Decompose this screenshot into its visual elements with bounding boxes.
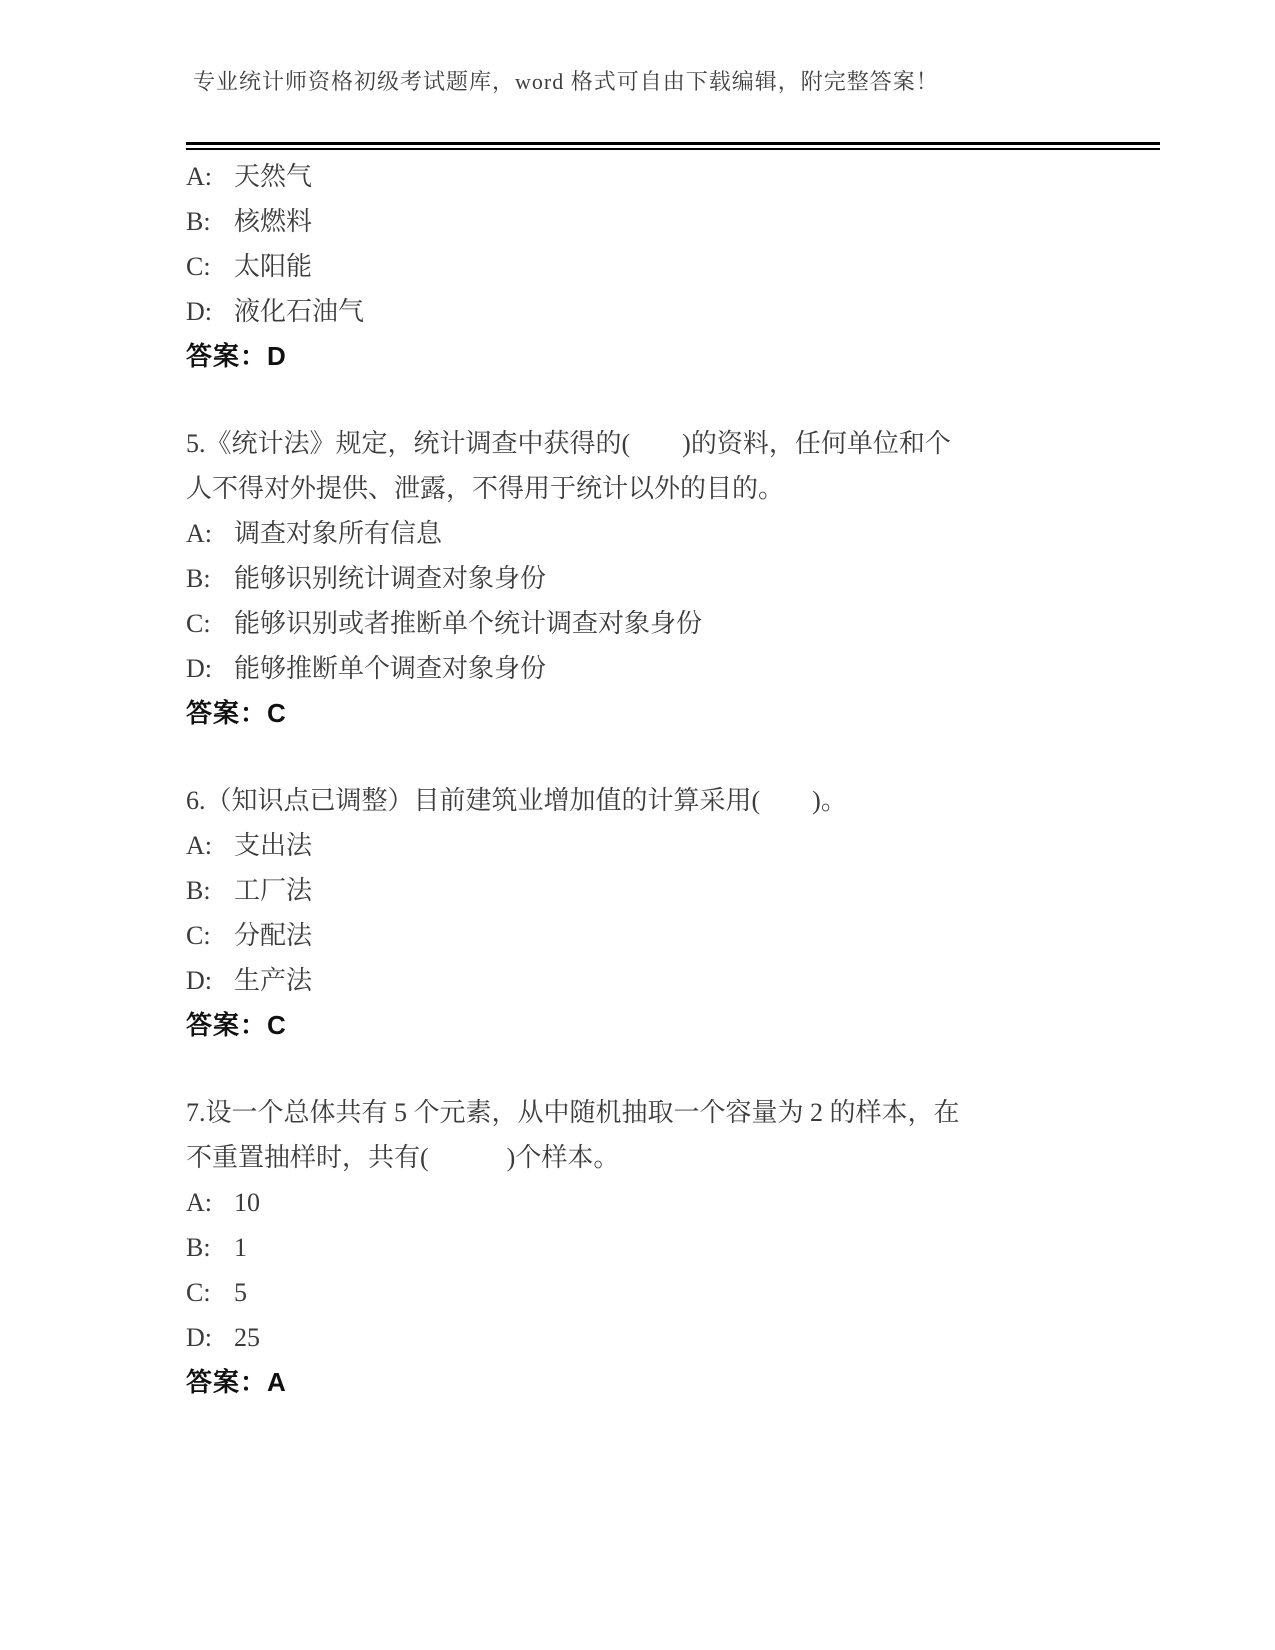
option-text: 25	[234, 1323, 260, 1352]
option-text: 1	[234, 1233, 247, 1262]
option-row	[186, 511, 1091, 556]
option-label: B:	[186, 1233, 211, 1262]
option-text: 调查对象所有信息	[234, 519, 443, 548]
header-title: 专业统计师资格初级考试题库，word 格式可自由下载编辑，附完整答案！	[193, 69, 939, 94]
question-text-line: 6.（知识点已调整）目前建筑业增加值的计算采用( )。	[186, 786, 847, 815]
option-row	[186, 1315, 1091, 1360]
question-text-line: 7.设一个总体共有 5 个元素，从中随机抽取一个容量为 2 的样本，在	[186, 1098, 960, 1127]
page-header	[0, 0, 1275, 96]
option-text: 能够识别或者推断单个统计调查对象身份	[234, 609, 703, 638]
option-row	[186, 601, 1091, 646]
option-text: 10	[234, 1188, 260, 1217]
option-row	[186, 913, 1091, 958]
option-row	[186, 199, 1091, 244]
option-label: C:	[186, 609, 211, 638]
option-label: A:	[186, 831, 212, 860]
option-label: A:	[186, 162, 212, 191]
question-text-line: 人不得对外提供、泄露，不得用于统计以外的目的。	[186, 474, 785, 503]
option-label: D:	[186, 1323, 212, 1352]
option-row	[186, 289, 1091, 334]
option-text: 工厂法	[234, 876, 313, 905]
answer-line: 答案：C	[186, 1010, 287, 1040]
option-label: D:	[186, 966, 212, 995]
option-text: 分配法	[234, 921, 313, 950]
option-label: D:	[186, 297, 212, 326]
option-row	[186, 1225, 1091, 1270]
option-text: 天然气	[234, 162, 313, 191]
option-row	[186, 958, 1091, 1003]
option-row	[186, 1270, 1091, 1315]
question-text-line: 5.《统计法》规定，统计调查中获得的( )的资料，任何单位和个	[186, 429, 951, 458]
option-label: B:	[186, 207, 211, 236]
option-label: B:	[186, 564, 211, 593]
answer-line: 答案：A	[186, 1367, 287, 1397]
header-double-rule	[186, 142, 1160, 150]
option-label: C:	[186, 921, 211, 950]
question-block-7	[186, 1090, 1091, 1405]
option-text: 液化石油气	[234, 297, 365, 326]
option-label: C:	[186, 1278, 211, 1307]
option-label: B:	[186, 876, 211, 905]
answer-line: 答案：D	[186, 341, 287, 371]
option-label: C:	[186, 252, 211, 281]
option-text: 5	[234, 1278, 247, 1307]
option-label: A:	[186, 519, 212, 548]
option-text: 支出法	[234, 831, 313, 860]
questions-content	[186, 154, 1091, 1405]
option-label: D:	[186, 654, 212, 683]
option-row	[186, 868, 1091, 913]
question-block-4-partial	[186, 154, 1091, 379]
option-label: A:	[186, 1188, 212, 1217]
option-text: 核燃料	[234, 207, 313, 236]
question-block-5	[186, 421, 1091, 736]
option-row	[186, 556, 1091, 601]
option-row	[186, 646, 1091, 691]
option-row	[186, 244, 1091, 289]
option-row	[186, 823, 1091, 868]
option-text: 能够识别统计调查对象身份	[234, 564, 547, 593]
question-block-6	[186, 778, 1091, 1048]
option-text: 能够推断单个调查对象身份	[234, 654, 547, 683]
answer-line: 答案：C	[186, 698, 287, 728]
question-text-line: 不重置抽样时，共有( )个样本。	[186, 1143, 620, 1172]
option-text: 太阳能	[234, 252, 313, 281]
option-text: 生产法	[234, 966, 313, 995]
option-row	[186, 154, 1091, 199]
option-row	[186, 1180, 1091, 1225]
